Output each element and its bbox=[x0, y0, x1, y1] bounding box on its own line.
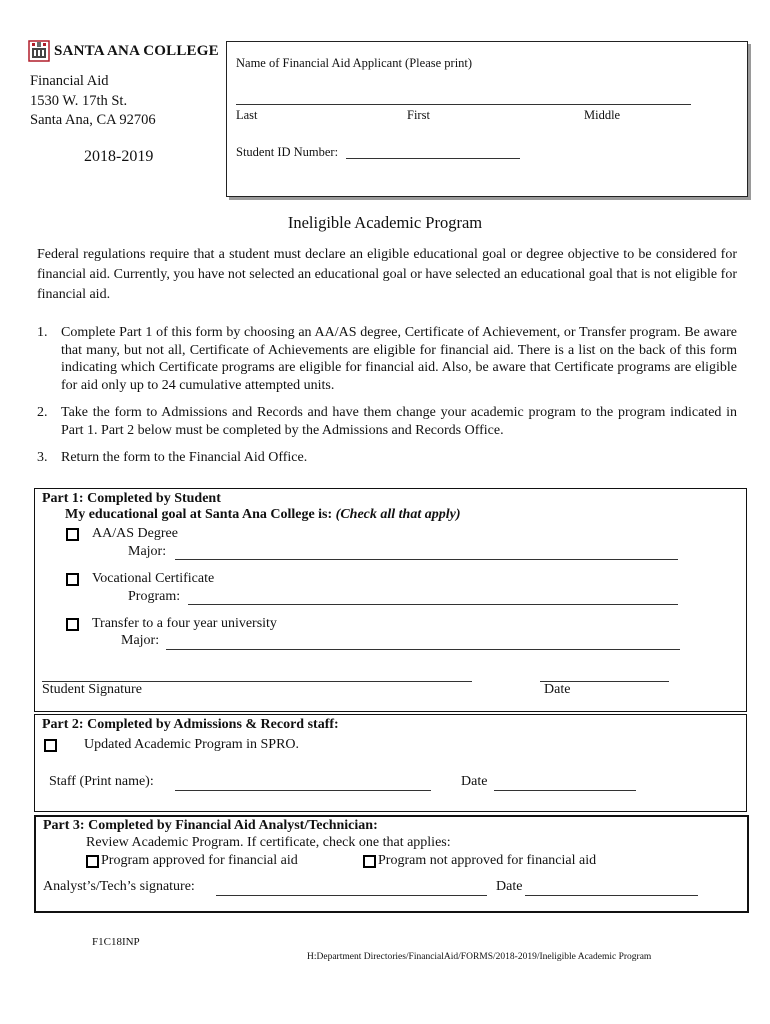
transfer-checkbox[interactable] bbox=[66, 618, 79, 631]
major-label: Major: bbox=[128, 544, 167, 559]
program-approved-checkbox[interactable] bbox=[86, 855, 99, 868]
vocational-certificate-checkbox[interactable] bbox=[66, 573, 79, 586]
part2-title: Part 2: Completed by Admissions & Record staff: bbox=[42, 717, 339, 732]
aa-as-degree-checkbox[interactable] bbox=[66, 528, 79, 541]
major-label: Major: bbox=[121, 633, 160, 648]
vocational-certificate-label: Vocational Certificate bbox=[92, 571, 215, 586]
part3-instruction: Review Academic Program. If certificate, check one that applies: bbox=[86, 835, 451, 850]
list-item bbox=[37, 404, 737, 439]
middle-name-label: Middle bbox=[584, 108, 621, 122]
part3-title: Part 3: Completed by Financial Aid Analyst/Technician: bbox=[43, 818, 378, 833]
program-not-approved-checkbox[interactable] bbox=[363, 855, 376, 868]
analyst-date-field[interactable] bbox=[525, 895, 698, 896]
part3-section bbox=[34, 815, 749, 913]
first-name-label: First bbox=[407, 108, 430, 122]
student-signature-label: Student Signature bbox=[42, 682, 142, 697]
part1-section bbox=[34, 488, 747, 712]
staff-name-label: Staff (Print name): bbox=[49, 774, 154, 789]
program-not-approved-label: Program not approved for financial aid bbox=[378, 853, 597, 868]
step-text: Take the form to Admissions and Records and have them change your academic program to the program indicated in Part 1. Part 2 below must be completed by the Admissions and Records Office. bbox=[61, 405, 737, 438]
student-date-label: Date bbox=[544, 682, 571, 697]
address-line: Santa Ana, CA 92706 bbox=[30, 112, 156, 128]
last-name-label: Last bbox=[236, 108, 258, 122]
degree-major-field[interactable] bbox=[175, 559, 678, 560]
applicant-info-box bbox=[226, 41, 748, 197]
step-number: 1. bbox=[37, 325, 48, 340]
intro-paragraph: Federal regulations require that a student must declare an eligible educational goal or degree objective to be considered for financial aid. Currently, you have not selected an educational goal or have selected an educational goal that is not eligible for financial aid. bbox=[37, 247, 737, 302]
address-line: 1530 W. 17th St. bbox=[30, 92, 128, 109]
college-name: SANTA ANA COLLEGE bbox=[54, 42, 219, 59]
form-code: F1C18INP bbox=[92, 936, 140, 948]
part1-title: Part 1: Completed by Student bbox=[42, 491, 221, 506]
list-item bbox=[37, 449, 737, 467]
analyst-signature-field[interactable] bbox=[216, 895, 487, 896]
staff-date-label: Date bbox=[461, 774, 488, 789]
instructions-list bbox=[37, 324, 737, 467]
certificate-program-field[interactable] bbox=[188, 604, 678, 605]
list-item bbox=[37, 324, 737, 394]
transfer-label: Transfer to a four year university bbox=[92, 616, 277, 631]
student-id-label: Student ID Number: bbox=[236, 145, 339, 159]
transfer-major-field[interactable] bbox=[166, 649, 680, 650]
part2-section bbox=[34, 714, 747, 812]
applicant-name-label: Name of Financial Aid Applicant (Please print) bbox=[236, 56, 473, 70]
student-id-field[interactable] bbox=[346, 158, 520, 159]
updated-program-label: Updated Academic Program in SPRO. bbox=[84, 737, 300, 752]
office-address bbox=[30, 72, 156, 131]
analyst-date-label: Date bbox=[496, 879, 523, 894]
program-approved-label: Program approved for financial aid bbox=[101, 853, 298, 868]
updated-program-checkbox[interactable] bbox=[44, 739, 57, 752]
program-label: Program: bbox=[128, 589, 181, 604]
part1-subtitle bbox=[65, 507, 461, 523]
part1-subtitle-text: My educational goal at Santa Ana College is: bbox=[65, 507, 333, 522]
college-seal-icon bbox=[28, 40, 50, 62]
applicant-name-field[interactable] bbox=[236, 104, 691, 105]
step-text: Complete Part 1 of this form by choosing an AA/AS degree, Certificate of Achievement, or Transfer program. Be aware that many, but not all, Certificate of Achievements are eligible for financial aid. There is a list on the back of this form indicating which Certificate programs are eligible for financial aid. Also, be aware that Certificate programs are eligible for aid only up to 24 cumulative attempted units. bbox=[61, 325, 737, 393]
step-text: Return the form to the Financial Aid Office. bbox=[61, 450, 308, 465]
step-number: 3. bbox=[37, 450, 48, 465]
staff-name-field[interactable] bbox=[175, 790, 431, 791]
college-logo bbox=[28, 40, 219, 62]
address-line: Financial Aid bbox=[30, 73, 109, 89]
aa-as-degree-label: AA/AS Degree bbox=[92, 526, 178, 541]
analyst-signature-label: Analyst’s/Tech’s signature: bbox=[43, 879, 195, 894]
step-number: 2. bbox=[37, 405, 48, 420]
file-path: H:Department Directories/FinancialAid/FORMS/2018-2019/Ineligible Academic Program bbox=[307, 952, 652, 962]
award-year: 2018-2019 bbox=[84, 148, 154, 165]
document-title: Ineligible Academic Program bbox=[287, 213, 483, 232]
part1-subtitle-note: (Check all that apply) bbox=[335, 507, 461, 522]
staff-date-field[interactable] bbox=[494, 790, 636, 791]
